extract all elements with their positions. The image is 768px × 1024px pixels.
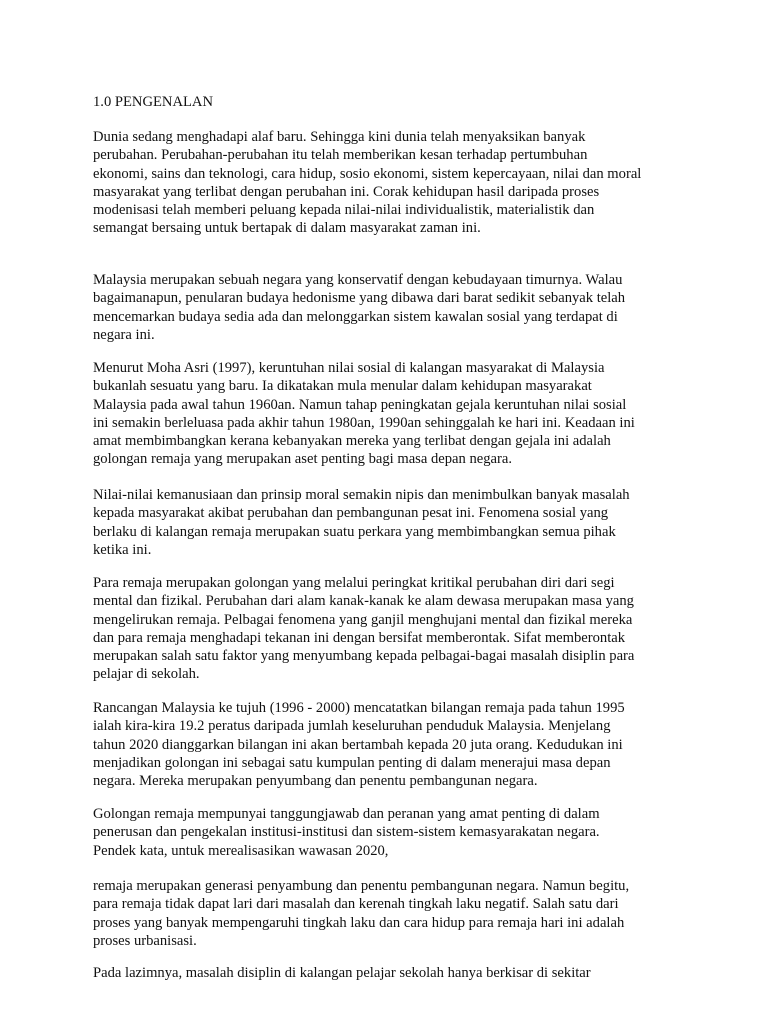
- text-line: para remaja tidak dapat lari dari masalah dan kerenah tingkah laku negatif. Salah satu dari: [93, 896, 619, 913]
- text-line: Golongan remaja mempunyai tanggungjawab dan peranan yang amat penting di dalam: [93, 806, 600, 822]
- paragraph-2: [93, 271, 693, 344]
- text-line: masyarakat yang terlibat dengan perubahan ini. Corak kehidupan hasil daripada proses: [93, 183, 600, 200]
- text-line: mengelirukan remaja. Pelbagai fenomena yang ganjil menghujani mental dan fizikal mereka: [93, 611, 633, 628]
- text-line: merupakan salah satu faktor yang menyumbang kepada pelbagai-bagai masalah disiplin para: [93, 648, 635, 665]
- text-line: Dunia sedang menghadapi alaf baru. Sehingga kini dunia telah menyaksikan banyak: [93, 129, 586, 145]
- text-line: Para remaja merupakan golongan yang melalui peringkat kritikal perubahan diri dari segi: [93, 575, 615, 591]
- paragraph-6: [93, 699, 693, 790]
- text-line: ekonomi, sains dan teknologi, cara hidup, sosio ekonomi, sistem kepercayaan, nilai dan moral: [93, 165, 642, 182]
- text-line: amat membimbangkan kerana kebanyakan mereka yang terlibat dengan gejala ini adalah: [93, 433, 611, 450]
- heading-text: 1.0 PENGENALAN: [93, 94, 213, 110]
- page-heading: [93, 93, 693, 111]
- text-line: menjadikan golongan ini sebagai satu kumpulan penting di dalam menerajui masa depan: [93, 754, 611, 771]
- text-line: remaja merupakan generasi penyambung dan penentu pembangunan negara. Namun begitu,: [93, 878, 630, 894]
- text-line: tahun 2020 dianggarkan bilangan ini akan bertambah kepada 20 juta orang. Kedudukan ini: [93, 736, 623, 753]
- text-line: ini semakin berleluasa pada akhir tahun 1980an, 1990an sehinggalah ke hari ini. Keadaan ini: [93, 414, 635, 431]
- paragraph-1: [93, 128, 693, 238]
- text-line: Menurut Moha Asri (1997), keruntuhan nilai sosial di kalangan masyarakat di Malaysia: [93, 360, 605, 376]
- text-line: penerusan dan pengekalan institusi-institusi dan sistem-sistem kemasyarakatan negara.: [93, 824, 600, 841]
- text-line: berlaku di kalangan remaja merupakan suatu perkara yang membimbangkan semua pihak: [93, 523, 616, 540]
- text-line: modenisasi telah memberi peluang kepada nilai-nilai individualistik, materialistik dan: [93, 202, 595, 219]
- text-line: proses yang banyak mempengaruhi tingkah laku dan cara hidup para remaja hari ini adalah: [93, 914, 625, 931]
- text-line: golongan remaja yang merupakan aset penting bagi masa depan negara.: [93, 451, 513, 468]
- text-line: Malaysia merupakan sebuah negara yang konservatif dengan kebudayaan timurnya. Walau: [93, 272, 623, 288]
- text-line: Pendek kata, untuk merealisasikan wawasan 2020,: [93, 842, 389, 859]
- paragraph-5: [93, 574, 693, 684]
- text-line: ketika ini.: [93, 541, 152, 558]
- text-line: bagaimanapun, penularan budaya hedonisme yang dibawa dari barat sedikit sebanyak telah: [93, 290, 626, 307]
- text-line: pelajar di sekolah.: [93, 666, 200, 683]
- text-line: Malaysia pada awal tahun 1960an. Namun tahap peningkatan gejala keruntuhan nilai sosial: [93, 396, 627, 413]
- text-line: Pada lazimnya, masalah disiplin di kalangan pelajar sekolah hanya berkisar di sekitar: [93, 965, 591, 981]
- text-line: Nilai-nilai kemanusiaan dan prinsip moral semakin nipis dan menimbulkan banyak masalah: [93, 487, 630, 503]
- paragraph-7: [93, 805, 693, 860]
- paragraph-4: [93, 486, 693, 559]
- text-line: negara ini.: [93, 326, 155, 343]
- text-line: negara. Mereka merupakan penyumbang dan penentu pembangunan negara.: [93, 773, 538, 790]
- text-line: bukanlah sesuatu yang baru. Ia dikatakan mula menular dalam kehidupan masyarakat: [93, 378, 592, 395]
- paragraph-9: [93, 964, 693, 982]
- text-line: mencemarkan budaya sedia ada dan melonggarkan sistem kawalan sosial yang terdapat di: [93, 308, 618, 325]
- text-line: ialah kira-kira 19.2 peratus daripada jumlah keseluruhan penduduk Malaysia. Menjelang: [93, 718, 611, 735]
- paragraph-8: [93, 877, 693, 950]
- text-line: proses urbanisasi.: [93, 932, 197, 949]
- text-line: mental dan fizikal. Perubahan dari alam kanak-kanak ke alam dewasa merupakan masa yang: [93, 593, 634, 610]
- text-line: Rancangan Malaysia ke tujuh (1996 - 2000) mencatatkan bilangan remaja pada tahun 1995: [93, 700, 625, 716]
- text-line: semangat bersaing untuk bertapak di dalam masyarakat zaman ini.: [93, 220, 481, 237]
- text-line: perubahan. Perubahan-perubahan itu telah memberikan kesan terhadap pertumbuhan: [93, 147, 588, 164]
- text-line: kepada masyarakat akibat perubahan dan pembangunan pesat ini. Fenomena sosial yang: [93, 505, 609, 522]
- paragraph-3: [93, 359, 693, 469]
- text-line: dan para remaja menghadapi tekanan ini dengan bersifat memberontak. Sifat memberontak: [93, 629, 626, 646]
